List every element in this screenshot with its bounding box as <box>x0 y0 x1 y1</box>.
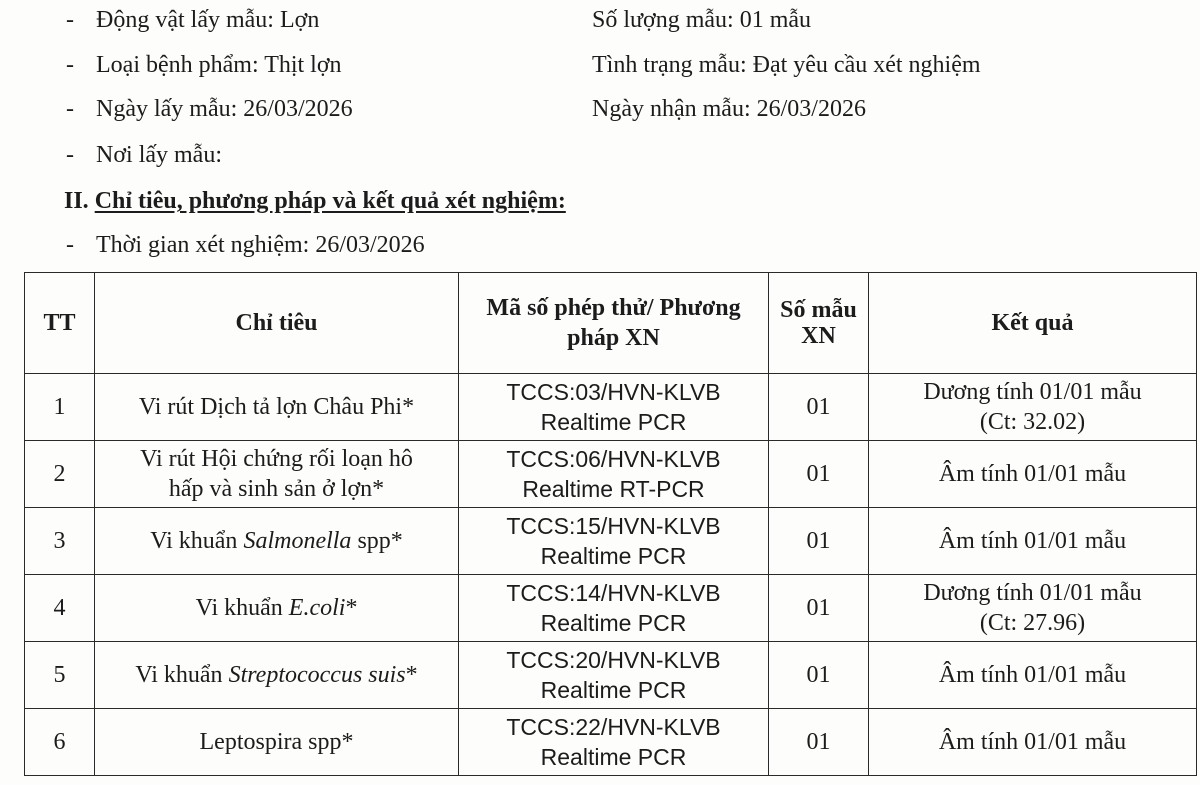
test-method: Realtime PCR <box>540 677 687 703</box>
table-row <box>25 709 1197 776</box>
section-number: II. <box>64 188 89 214</box>
header-tt: TT <box>25 273 95 374</box>
info-row-location <box>0 137 1200 173</box>
header-count-line3: XN <box>801 323 836 349</box>
indicator-line: hấp và sinh sản ở lợn* <box>168 476 385 502</box>
cell-result <box>869 441 1197 508</box>
indicator-suffix: * <box>345 595 358 621</box>
cell-tt: 2 <box>25 441 95 508</box>
cell-sample-count: 01 <box>769 508 869 575</box>
sample-condition-label: Tình trạng mẫu: Đạt yêu cầu xét nghiệm <box>592 52 981 78</box>
test-code: TCCS:14/HVN-KLVB <box>506 580 721 606</box>
result-ct-value: (Ct: 27.96) <box>979 610 1086 636</box>
result-line: Âm tính 01/01 mẫu <box>938 729 1127 755</box>
indicator-prefix: Vi khuẩn <box>135 662 229 688</box>
table-header-row <box>25 273 1197 374</box>
cell-method <box>459 642 769 709</box>
test-code: TCCS:06/HVN-KLVB <box>506 446 721 472</box>
indicator-suffix: * <box>405 662 418 688</box>
result-line: Âm tính 01/01 mẫu <box>938 461 1127 487</box>
indicator-species: Salmonella <box>243 528 352 554</box>
info-row-animal <box>0 2 1200 38</box>
indicator-species: Streptococcus suis <box>228 662 406 688</box>
cell-tt: 3 <box>25 508 95 575</box>
info-left <box>66 2 319 38</box>
header-count-line2: mẫu <box>811 297 857 323</box>
cell-result <box>869 508 1197 575</box>
header-count-line1: Số <box>780 297 806 323</box>
header-method <box>459 273 769 374</box>
indicator-prefix: Vi khuẩn <box>195 595 289 621</box>
result-line: Dương tính 01/01 mẫu <box>923 580 1142 606</box>
test-code: TCCS:15/HVN-KLVB <box>506 513 721 539</box>
info-left <box>66 227 425 263</box>
test-method: Realtime PCR <box>540 543 687 569</box>
cell-tt: 5 <box>25 642 95 709</box>
test-time-label: Thời gian xét nghiệm: 26/03/2026 <box>96 232 425 258</box>
received-date-label: Ngày nhận mẫu: 26/03/2026 <box>592 96 866 122</box>
sampling-date-label: Ngày lấy mẫu: 26/03/2026 <box>96 96 353 122</box>
header-indicator: Chỉ tiêu <box>95 273 459 374</box>
bullet-dash: - <box>66 96 74 122</box>
cell-method <box>459 441 769 508</box>
test-method: Realtime PCR <box>540 610 687 636</box>
cell-sample-count: 01 <box>769 642 869 709</box>
specimen-type-label: Loại bệnh phẩm: Thịt lợn <box>96 52 342 78</box>
cell-method <box>459 709 769 776</box>
sample-count-label: Số lượng mẫu: 01 mẫu <box>592 7 812 33</box>
cell-method <box>459 575 769 642</box>
sampling-location-label: Nơi lấy mẫu: <box>96 142 222 168</box>
results-table <box>24 272 1197 776</box>
table-row <box>25 441 1197 508</box>
cell-sample-count: 01 <box>769 709 869 776</box>
cell-indicator <box>95 441 459 508</box>
cell-indicator <box>95 508 459 575</box>
header-method-line1: Mã số phép thử/ <box>486 295 654 321</box>
cell-indicator <box>95 374 459 441</box>
header-method-line2: Phương pháp XN <box>567 295 741 351</box>
info-left <box>66 47 342 83</box>
animal-label: Động vật lấy mẫu: Lợn <box>96 7 320 33</box>
cell-sample-count: 01 <box>769 575 869 642</box>
test-code: TCCS:22/HVN-KLVB <box>506 714 721 740</box>
indicator-suffix: spp* <box>351 528 403 554</box>
info-left <box>66 137 222 173</box>
indicator-line: Vi rút Dịch tả lợn Châu Phi* <box>138 394 415 420</box>
cell-method <box>459 508 769 575</box>
cell-method <box>459 374 769 441</box>
test-method: Realtime PCR <box>540 409 687 435</box>
cell-indicator <box>95 575 459 642</box>
cell-sample-count: 01 <box>769 441 869 508</box>
test-code: TCCS:20/HVN-KLVB <box>506 647 721 673</box>
table-row <box>25 575 1197 642</box>
cell-indicator <box>95 642 459 709</box>
bullet-dash: - <box>66 232 74 258</box>
info-row-dates <box>0 91 1200 127</box>
header-result: Kết quả <box>869 273 1197 374</box>
cell-sample-count: 01 <box>769 374 869 441</box>
cell-tt: 6 <box>25 709 95 776</box>
table-row <box>25 374 1197 441</box>
indicator-line: Vi rút Hội chứng rối loạn hô <box>140 446 413 472</box>
result-ct-value: (Ct: 32.02) <box>979 409 1086 435</box>
info-left <box>66 91 353 127</box>
cell-indicator <box>95 709 459 776</box>
section-title: Chỉ tiêu, phương pháp và kết quả xét nghiệm: <box>94 188 566 214</box>
section-heading <box>64 183 566 219</box>
table-row <box>25 508 1197 575</box>
cell-result <box>869 709 1197 776</box>
cell-result <box>869 374 1197 441</box>
cell-tt: 1 <box>25 374 95 441</box>
result-line: Âm tính 01/01 mẫu <box>938 662 1127 688</box>
test-code: TCCS:03/HVN-KLVB <box>506 379 721 405</box>
test-method: Realtime RT-PCR <box>522 476 705 502</box>
test-method: Realtime PCR <box>540 744 687 770</box>
cell-result <box>869 642 1197 709</box>
table-row <box>25 642 1197 709</box>
result-line: Dương tính 01/01 mẫu <box>923 379 1142 405</box>
bullet-dash: - <box>66 7 74 33</box>
bullet-dash: - <box>66 52 74 78</box>
result-line: Âm tính 01/01 mẫu <box>938 528 1127 554</box>
header-sample-count <box>769 273 869 374</box>
cell-result <box>869 575 1197 642</box>
indicator-species: E.coli <box>288 595 346 621</box>
cell-tt: 4 <box>25 575 95 642</box>
info-row-test-time <box>0 227 1200 263</box>
indicator-line: Leptospira spp* <box>199 729 354 755</box>
indicator-prefix: Vi khuẩn <box>150 528 244 554</box>
bullet-dash: - <box>66 142 74 168</box>
info-row-specimen <box>0 47 1200 83</box>
